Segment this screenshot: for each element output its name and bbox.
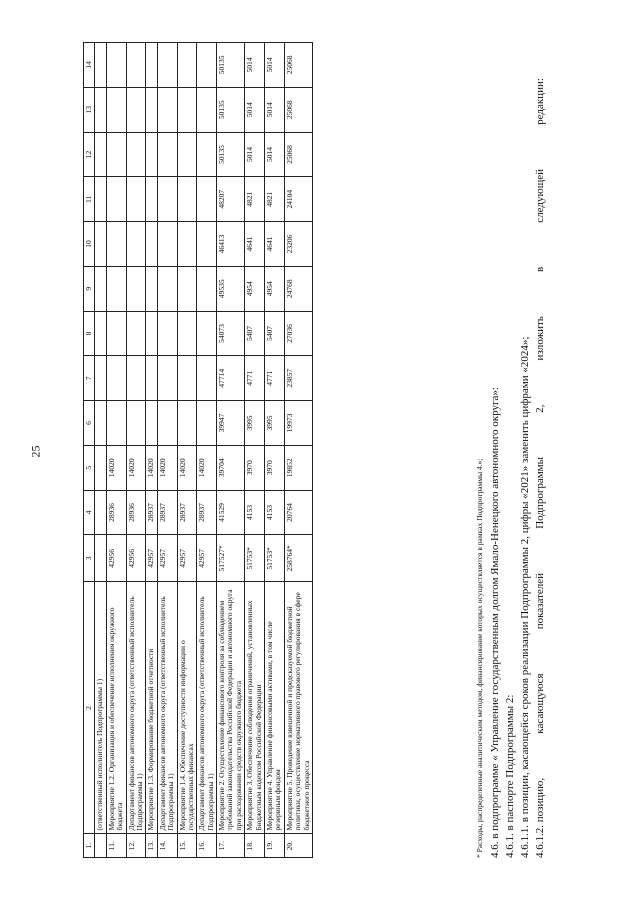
value-cell: 5407	[245, 311, 265, 356]
footnote: * Расходы, распределенные аналитическим методом, финансирование которых осуществляется в рамках Подпрограммы 4.»;	[475, 458, 484, 858]
value-cell: 25068	[284, 87, 312, 132]
table-body	[84, 43, 313, 858]
description-cell: (ответственный исполнитель Подпрограммы 1)	[95, 582, 106, 834]
value-cell	[106, 311, 126, 356]
value-cell	[177, 401, 197, 446]
description-cell: Департамент финансов автономного округа (ответственный исполнитель Подпрограммы 1)	[197, 582, 217, 834]
header-cell: 9	[84, 266, 95, 311]
header-row	[84, 43, 95, 858]
table-row	[245, 43, 265, 858]
rotated-page-content	[83, 38, 640, 858]
row-number-cell: 15.	[177, 834, 197, 858]
header-cell: 8	[84, 311, 95, 356]
value-cell	[157, 177, 177, 222]
value-cell: 28937	[157, 490, 177, 535]
value-cell	[95, 445, 106, 490]
value-cell: 14020	[197, 445, 217, 490]
value-cell	[126, 43, 146, 88]
table-row	[177, 43, 197, 858]
value-cell: 4771	[265, 356, 285, 401]
value-cell	[95, 132, 106, 177]
value-cell	[146, 222, 157, 267]
table-row	[95, 43, 106, 858]
header-cell: 7	[84, 356, 95, 401]
value-cell	[197, 87, 217, 132]
header-cell: 2	[84, 582, 95, 834]
value-cell	[146, 132, 157, 177]
description-cell: Мероприятие 1.3. Формирование бюджетной отчетности	[146, 582, 157, 834]
value-cell	[197, 356, 217, 401]
value-cell	[177, 311, 197, 356]
value-cell	[157, 356, 177, 401]
value-cell: 28937	[177, 490, 197, 535]
value-cell: 42957	[157, 535, 177, 582]
value-cell: 4153	[265, 490, 285, 535]
value-cell	[197, 132, 217, 177]
word: показателей	[534, 572, 546, 630]
word: редакции:	[534, 78, 546, 125]
header-cell: 1.	[84, 834, 95, 858]
value-cell	[146, 43, 157, 88]
value-cell	[106, 222, 126, 267]
paragraph-4-6-1: 4.6.1. в паспорте Подпрограммы 2:	[504, 694, 516, 858]
value-cell	[197, 311, 217, 356]
value-cell: 3995	[265, 401, 285, 446]
value-cell	[95, 222, 106, 267]
value-cell	[106, 177, 126, 222]
value-cell	[177, 356, 197, 401]
value-cell	[106, 266, 126, 311]
value-cell: 28937	[146, 490, 157, 535]
header-cell: 12	[84, 132, 95, 177]
value-cell	[106, 356, 126, 401]
value-cell: 19852	[284, 445, 312, 490]
value-cell: 4954	[265, 266, 285, 311]
paragraph-4-6-1-1: 4.6.1.1. в позиции, касающейся сроков реализации Подпрограммы 2, цифры «2021» заменить цифрами «2024»;	[519, 336, 531, 858]
value-cell: 4771	[245, 356, 265, 401]
value-cell: 19973	[284, 401, 312, 446]
header-cell: 6	[84, 401, 95, 446]
header-cell: 10	[84, 222, 95, 267]
value-cell	[95, 535, 106, 582]
value-cell: 258764*	[284, 535, 312, 582]
value-cell	[95, 177, 106, 222]
text-block	[475, 42, 549, 858]
value-cell	[146, 87, 157, 132]
value-cell: 50135	[217, 43, 245, 88]
description-cell: Мероприятие 5. Проведение взвешенной и предсказуемой бюджетной политики, осуществление нормативного правового регулирования в сфере бюджетного процесса	[284, 582, 312, 834]
value-cell	[177, 43, 197, 88]
description-cell: Мероприятие 2. Осуществление финансового контроля за соблюдением требований законодательства Российской Федерации и автономного округа при расходовании средств окружного бюджета	[217, 582, 245, 834]
value-cell	[157, 222, 177, 267]
value-cell	[106, 132, 126, 177]
value-cell: 28936	[126, 490, 146, 535]
description-cell: Мероприятие 3. Обеспечение соблюдения ограничений, установленных Бюджетным кодексом Российской Федерации	[245, 582, 265, 834]
value-cell: 28936	[106, 490, 126, 535]
value-cell: 50135	[217, 87, 245, 132]
value-cell	[95, 356, 106, 401]
value-cell: 4641	[245, 222, 265, 267]
header-cell: 13	[84, 87, 95, 132]
value-cell	[157, 266, 177, 311]
value-cell	[126, 222, 146, 267]
value-cell: 4821	[245, 177, 265, 222]
word: Подпрограммы	[534, 456, 546, 529]
value-cell	[146, 266, 157, 311]
value-cell: 41529	[217, 490, 245, 535]
value-cell: 39947	[217, 401, 245, 446]
header-cell: 14	[84, 43, 95, 88]
description-cell: Департамент финансов автономного округа (ответственный исполнитель Подпрограммы 1)	[157, 582, 177, 834]
word: изложить	[534, 316, 546, 361]
paragraph-4-6: 4.6. в подпрограмме « Управление государственным долгом Ямало-Ненецкого автономного округа»:	[489, 387, 501, 858]
value-cell	[146, 401, 157, 446]
value-cell	[106, 401, 126, 446]
value-cell: 5014	[245, 87, 265, 132]
row-number-cell	[95, 834, 106, 858]
value-cell: 23857	[284, 356, 312, 401]
value-cell: 51753*	[265, 535, 285, 582]
value-cell	[177, 266, 197, 311]
row-number-cell: 18.	[245, 834, 265, 858]
value-cell: 42957	[146, 535, 157, 582]
row-number-cell: 19.	[265, 834, 285, 858]
description-cell: Мероприятие 1.4. Обеспечение доступности информации о государственных финансах	[177, 582, 197, 834]
value-cell: 25068	[284, 43, 312, 88]
value-cell	[95, 87, 106, 132]
value-cell	[197, 266, 217, 311]
word: касающуюся	[534, 673, 546, 734]
header-cell: 5	[84, 445, 95, 490]
value-cell	[146, 311, 157, 356]
value-cell	[126, 311, 146, 356]
value-cell	[177, 177, 197, 222]
value-cell: 4821	[265, 177, 285, 222]
value-cell: 14020	[106, 445, 126, 490]
value-cell	[126, 266, 146, 311]
value-cell: 46413	[217, 222, 245, 267]
value-cell: 20764	[284, 490, 312, 535]
description-cell: Мероприятие 4. Управление финансовыми активами, в том числе резервным фондом	[265, 582, 285, 834]
value-cell	[95, 266, 106, 311]
value-cell	[157, 401, 177, 446]
value-cell	[126, 356, 146, 401]
value-cell	[95, 311, 106, 356]
row-number-cell: 20.	[284, 834, 312, 858]
word: в	[534, 266, 546, 273]
value-cell: 5014	[265, 87, 285, 132]
row-number-cell: 17.	[217, 834, 245, 858]
value-cell	[157, 43, 177, 88]
value-cell: 3970	[245, 445, 265, 490]
value-cell	[177, 87, 197, 132]
value-cell	[157, 87, 177, 132]
table-row	[126, 43, 146, 858]
value-cell: 42956	[126, 535, 146, 582]
row-number-cell: 11.	[106, 834, 126, 858]
value-cell	[146, 177, 157, 222]
description-cell: Мероприятие 1.2. Организация и обеспечение исполнения окружного бюджета	[106, 582, 126, 834]
value-cell	[126, 401, 146, 446]
value-cell: 23206	[284, 222, 312, 267]
value-cell: 25068	[284, 132, 312, 177]
value-cell: 5014	[265, 132, 285, 177]
value-cell	[157, 132, 177, 177]
table-row	[284, 43, 312, 858]
value-cell: 50135	[217, 132, 245, 177]
value-cell	[95, 490, 106, 535]
value-cell: 42957	[197, 535, 217, 582]
value-cell	[197, 401, 217, 446]
paragraph-4-6-1-2	[534, 78, 546, 858]
value-cell: 14020	[126, 445, 146, 490]
value-cell	[106, 87, 126, 132]
table-row	[265, 43, 285, 858]
word: 4.6.1.2. позицию,	[534, 777, 546, 858]
header-cell: 3	[84, 535, 95, 582]
description-cell: Департамент финансов автономного округа (ответственный исполнитель Подпрограммы 1)	[126, 582, 146, 834]
table-row	[217, 43, 245, 858]
value-cell: 14020	[157, 445, 177, 490]
value-cell	[197, 222, 217, 267]
value-cell	[126, 177, 146, 222]
value-cell: 51753*	[245, 535, 265, 582]
value-cell: 42957	[177, 535, 197, 582]
value-cell: 4153	[245, 490, 265, 535]
table-row	[157, 43, 177, 858]
value-cell	[126, 132, 146, 177]
value-cell	[126, 87, 146, 132]
value-cell	[157, 311, 177, 356]
table-row	[146, 43, 157, 858]
value-cell	[146, 356, 157, 401]
value-cell: 28937	[197, 490, 217, 535]
value-cell	[177, 132, 197, 177]
row-number-cell: 16.	[197, 834, 217, 858]
value-cell: 4641	[265, 222, 285, 267]
value-cell: 24104	[284, 177, 312, 222]
row-number-cell: 12.	[126, 834, 146, 858]
value-cell	[95, 401, 106, 446]
value-cell	[177, 222, 197, 267]
value-cell	[95, 43, 106, 88]
value-cell	[197, 177, 217, 222]
value-cell: 48207	[217, 177, 245, 222]
value-cell: 3970	[265, 445, 285, 490]
value-cell: 5014	[265, 43, 285, 88]
value-cell: 47714	[217, 356, 245, 401]
value-cell: 3995	[245, 401, 265, 446]
value-cell: 5407	[265, 311, 285, 356]
word: следующей	[534, 169, 546, 223]
value-cell: 42956	[106, 535, 126, 582]
value-cell: 54073	[217, 311, 245, 356]
header-cell: 11	[84, 177, 95, 222]
value-cell: 14020	[177, 445, 197, 490]
value-cell: 27036	[284, 311, 312, 356]
value-cell: 4954	[245, 266, 265, 311]
header-cell: 4	[84, 490, 95, 535]
funding-table	[83, 42, 313, 858]
page-number: 25	[28, 445, 43, 458]
value-cell: 49535	[217, 266, 245, 311]
value-cell: 5014	[245, 132, 265, 177]
value-cell: 517527*	[217, 535, 245, 582]
value-cell	[197, 43, 217, 88]
row-number-cell: 14.	[157, 834, 177, 858]
row-number-cell: 13.	[146, 834, 157, 858]
value-cell: 5014	[245, 43, 265, 88]
value-cell: 24768	[284, 266, 312, 311]
value-cell: 39704	[217, 445, 245, 490]
word: 2,	[534, 404, 546, 413]
table-row	[106, 43, 126, 858]
table-row	[197, 43, 217, 858]
value-cell	[106, 43, 126, 88]
value-cell: 14020	[146, 445, 157, 490]
